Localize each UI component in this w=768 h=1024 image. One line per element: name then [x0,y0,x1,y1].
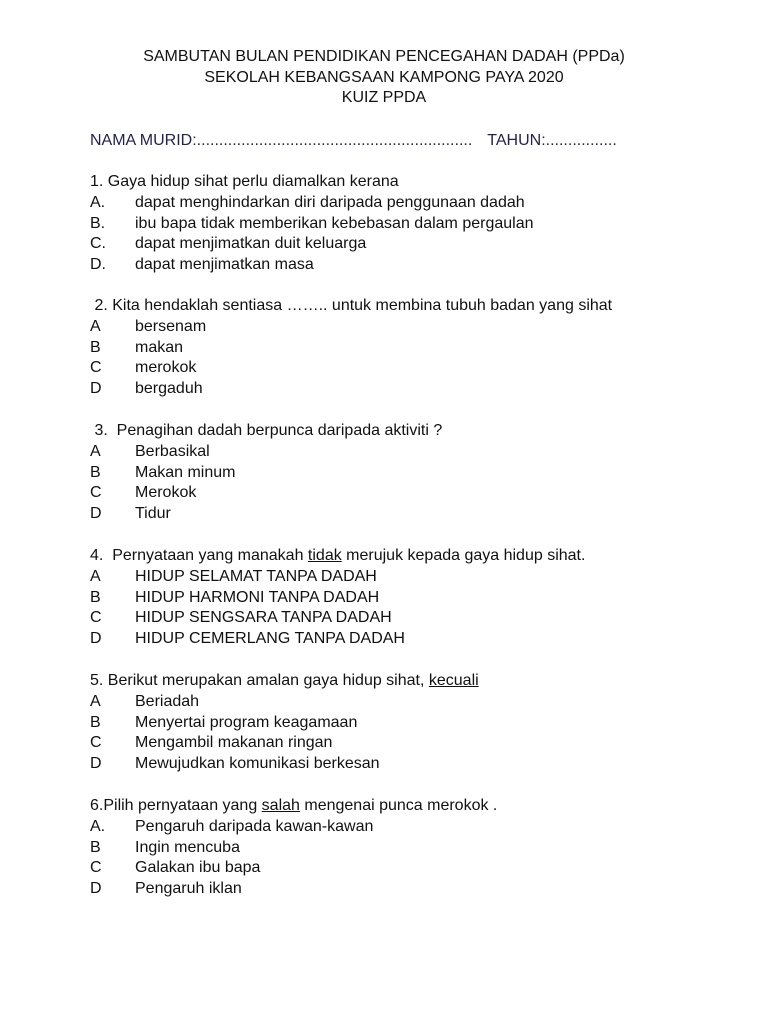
option-letter: C. [90,235,106,253]
option-letter: D [90,880,102,898]
option-text: merokok [135,359,197,377]
option-letter: A. [90,193,106,211]
option-letter: B. [90,214,106,232]
question-text-before: 6.Pilih pernyataan yang [90,797,262,814]
question-text: 1. Gaya hidup sihat perlu diamalkan kerana [90,173,399,190]
student-name-field[interactable]: NAMA MURID:.............................................................. [90,132,473,149]
option-b[interactable] [90,214,533,235]
option-text: HIDUP SELAMAT TANPA DADAH [135,567,377,585]
option-text: Pengaruh iklan [135,880,242,898]
student-info-line [90,131,617,151]
question-emphasis: kecuali [428,672,479,689]
option-b[interactable] [90,838,497,859]
option-letter: C [90,609,102,627]
event-title: SAMBUTAN BULAN PENDIDIKAN PENCEGAHAN DADAH (PPDa) [143,48,625,65]
question-6 [90,796,497,900]
question-2 [90,296,612,400]
question-emphasis: salah [261,797,300,814]
question-3 [90,421,442,525]
option-text: HIDUP SENGSARA TANPA DADAH [135,609,392,627]
question-4 [90,546,585,650]
question-1 [90,172,533,276]
option-letter: D [90,505,102,523]
option-letter: A [90,692,101,710]
quiz-title: KUIZ PPDA [341,89,427,106]
option-text: Tidur [135,505,171,523]
student-year-field[interactable]: TAHUN:................ [487,132,617,149]
school-name: SEKOLAH KEBANGSAAN KAMPONG PAYA 2020 [204,68,564,86]
option-text: Mengambil makanan ringan [135,734,333,752]
option-letter: B [90,588,101,606]
option-letter: C [90,859,102,877]
option-letter: D [90,380,102,398]
option-c[interactable] [90,358,612,379]
question-emphasis: tidak [307,547,342,564]
option-text: makan [135,338,184,356]
option-letter: C [90,484,102,502]
option-a[interactable] [90,817,497,838]
option-b[interactable] [90,713,479,734]
option-text: Mewujudkan komunikasi berkesan [135,755,380,773]
option-a[interactable] [90,317,612,338]
option-d[interactable] [90,629,585,650]
option-letter: B [90,463,101,481]
option-a[interactable] [90,193,533,214]
option-text: dapat menghindarkan diri daripada penggunaan dadah [135,193,525,211]
option-b[interactable] [90,588,585,609]
option-letter: B [90,838,101,856]
question-text [90,546,585,567]
option-text: Pengaruh daripada kawan-kawan [135,817,374,835]
option-d[interactable] [90,504,442,525]
question-text: 2. Kita hendaklah sentiasa …….. untuk membina tubuh badan yang sihat [90,297,613,314]
option-a[interactable] [90,692,479,713]
question-text [90,796,497,817]
option-text: ibu bapa tidak memberikan kebebasan dalam pergaulan [135,214,534,232]
option-text: Merokok [135,484,197,502]
option-c[interactable] [90,234,533,255]
option-letter: A [90,442,101,460]
option-text: HIDUP HARMONI TANPA DADAH [135,588,380,606]
option-text: dapat menjimatkan masa [135,256,314,274]
option-letter: C [90,734,102,752]
option-text: Berbasikal [135,442,210,460]
option-letter: B [90,338,101,356]
option-text: bergaduh [135,380,203,398]
option-c[interactable] [90,608,585,629]
option-d[interactable] [90,255,533,276]
option-b[interactable] [90,463,442,484]
option-text: Galakan ibu bapa [135,859,261,877]
option-c[interactable] [90,733,479,754]
option-text: Beriadah [135,692,200,710]
option-letter: D [90,755,102,773]
option-c[interactable] [90,483,442,504]
question-text: 3. Penagihan dadah berpunca daripada aktiviti ? [90,422,443,439]
question-text [90,671,479,692]
option-b[interactable] [90,338,612,359]
question-text-before: 4. Pernyataan yang manakah [90,547,308,564]
option-d[interactable] [90,379,612,400]
question-text-after: merujuk kepada gaya hidup sihat. [341,547,586,564]
option-letter: D. [90,256,106,274]
option-d[interactable] [90,879,497,900]
question-5 [90,671,479,775]
option-text: dapat menjimatkan duit keluarga [135,235,367,253]
option-text: Ingin mencuba [135,838,240,856]
option-letter: D [90,630,102,648]
option-d[interactable] [90,754,479,775]
option-text: Makan minum [135,463,236,481]
option-text: Menyertai program keagamaan [135,713,358,731]
question-text-before: 5. Berikut merupakan amalan gaya hidup sihat, [90,672,429,689]
option-letter: A. [90,817,106,835]
option-letter: A [90,567,101,585]
option-a[interactable] [90,442,442,463]
question-text-after: mengenai punca merokok . [299,797,498,814]
option-a[interactable] [90,567,585,588]
option-letter: A [90,317,101,335]
option-letter: C [90,359,102,377]
document-header [0,47,768,109]
option-text: HIDUP CEMERLANG TANPA DADAH [135,630,405,648]
option-c[interactable] [90,858,497,879]
option-letter: B [90,713,101,731]
option-text: bersenam [135,317,207,335]
